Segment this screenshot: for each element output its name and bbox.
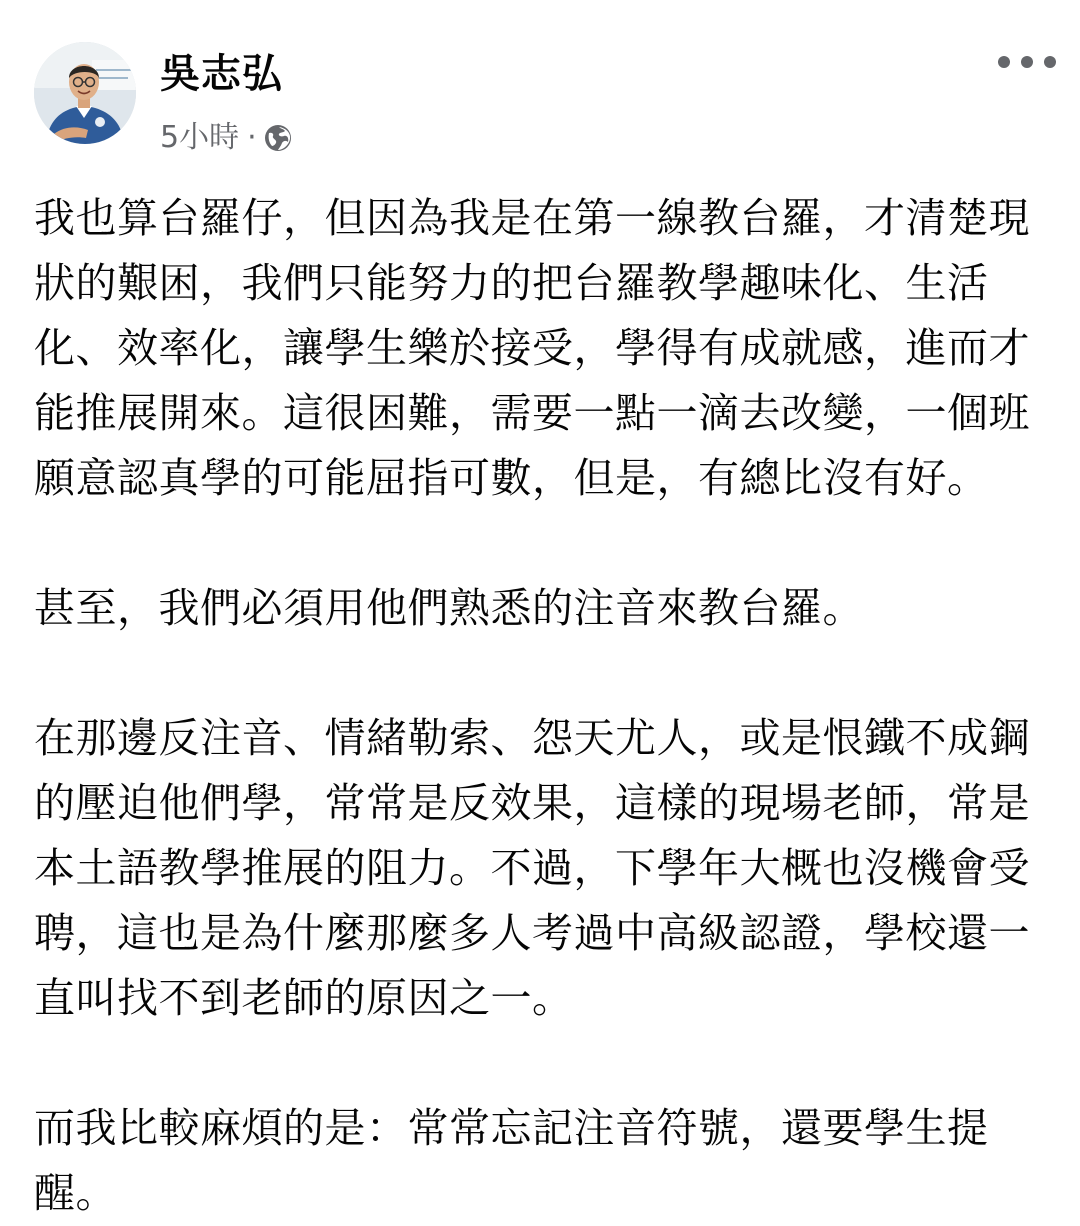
avatar[interactable] <box>34 42 136 144</box>
globe-icon[interactable] <box>263 123 293 153</box>
post-timestamp[interactable]: 5小時 <box>160 120 240 155</box>
post-paragraph: 在那邊反注音、情緒勒索、怨天尤人，或是恨鐵不成鋼的壓迫他們學，常常是反效果，這樣的現場老師，常是本土語教學推展的阻力。不過，下學年大概也沒機會受聘，這也是為什麼那麼多人考過中高級認證，學校還一直叫找不到老師的原因之一。 <box>34 714 1030 1022</box>
more-options-button[interactable] <box>992 40 1062 84</box>
post-header <box>0 0 1080 170</box>
meta-separator: · <box>247 120 257 155</box>
post-meta <box>160 118 293 158</box>
post-paragraph: 而我比較麻煩的是：常常忘記注音符號，還要學生提醒。 <box>34 1104 989 1217</box>
more-horizontal-icon <box>996 55 1058 69</box>
post-paragraph: 甚至，我們必須用他們熟悉的注音來教台羅。 <box>34 584 864 632</box>
post-paragraph: 我也算台羅仔，但因為我是在第一線教台羅，才清楚現狀的艱困，我們只能努力的把台羅教學趣味化、生活化、效率化，讓學生樂於接受，學得有成就感，進而才能推展開來。這很困難，需要一點一滴去改變，一個班願意認真學的可能屈指可數，但是，有總比沒有好。 <box>34 194 1030 502</box>
post-body <box>34 186 1054 1226</box>
avatar-photo <box>34 42 136 144</box>
author-name[interactable]: 吳志弘 <box>160 51 283 97</box>
